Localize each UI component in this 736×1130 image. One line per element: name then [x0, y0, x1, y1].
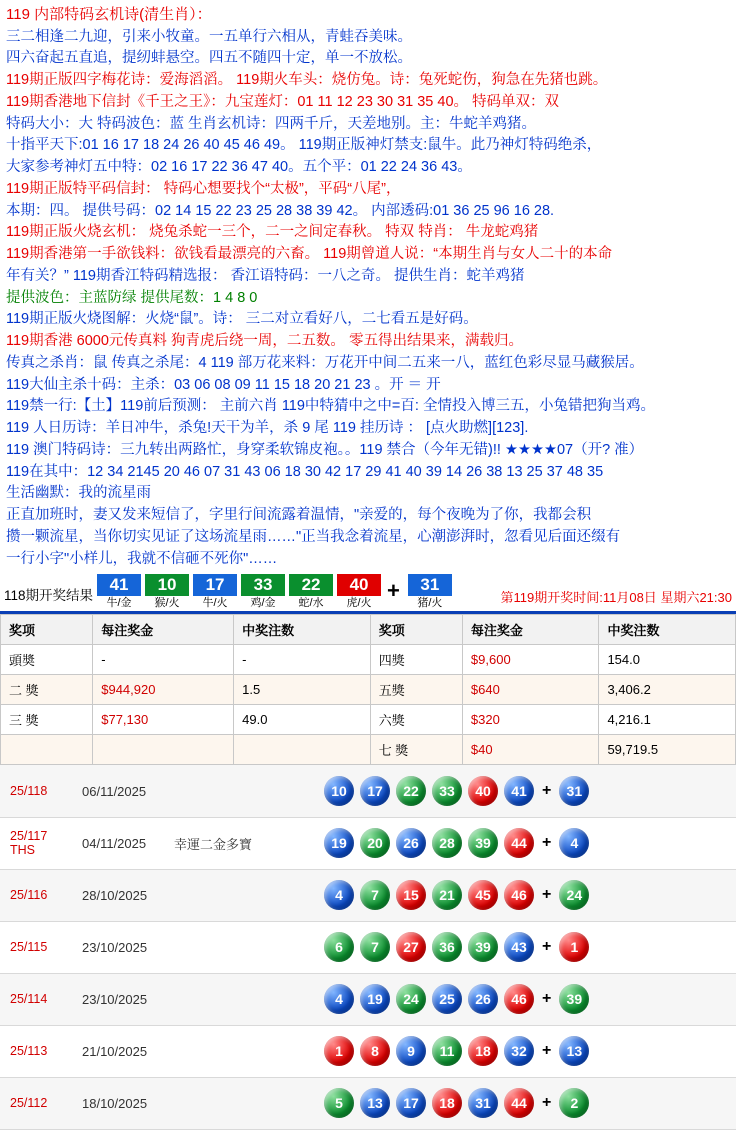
forecast-line: 特码大小：大 特码波色：蓝 生肖玄机诗：四两千斤，天差地别。主：牛蛇羊鸡猪。: [6, 115, 537, 132]
plus-icon: +: [542, 834, 552, 852]
history-ball: 40: [468, 776, 498, 806]
prize-table-body: [1, 645, 736, 765]
forecast-line: 本期：四。 提供号码：02 14 15 22 23 25 28 38 39 42。 内部透码:01 36 25 96 16 28.: [6, 202, 555, 219]
draw-time: 21:30: [699, 590, 732, 606]
prize-cell-left-0: [1, 735, 93, 765]
history-table-body: [0, 765, 736, 1129]
history-balls: [320, 1025, 736, 1077]
history-note: [170, 1025, 320, 1077]
history-ball: 5: [324, 1088, 354, 1118]
history-issue[interactable]: 25/113: [0, 1025, 78, 1077]
result-ball-4-attr: 鸡/金: [250, 597, 276, 610]
history-ball: 17: [360, 776, 390, 806]
prize-header-left-0: 奖项: [1, 615, 93, 645]
plus-icon: +: [542, 886, 552, 904]
history-balls: [320, 973, 736, 1025]
prize-cell-right-0: 四獎: [370, 645, 462, 675]
history-ball: 28: [432, 828, 462, 858]
forecast-lines: [6, 27, 730, 571]
draw-time-info: [501, 587, 733, 610]
result-ball-1-attr: 牛/金: [106, 597, 132, 610]
history-ball: 17: [396, 1088, 426, 1118]
history-ball: 4: [324, 984, 354, 1014]
prize-table-header-row: [1, 615, 736, 645]
history-ball: 11: [432, 1036, 462, 1066]
result-ball-4: [241, 574, 285, 610]
result-ball-2-attr: 猴/火: [154, 597, 180, 610]
history-date: 23/10/2025: [78, 921, 170, 973]
history-note: [170, 973, 320, 1025]
prize-cell-left-1: [93, 735, 234, 765]
history-date: 21/10/2025: [78, 1025, 170, 1077]
prize-row: [1, 675, 736, 705]
forecast-line: 119大仙主杀十码：主杀：03 06 08 09 11 15 18 20 21 23 。开 ＝ 开: [6, 376, 441, 393]
prize-header-right-0: 奖项: [370, 615, 462, 645]
history-ball: 43: [504, 932, 534, 962]
plus-icon: +: [542, 1094, 552, 1112]
forecast-line: 119期正版特平码信封： 特码心想要找个“太极”，平码“八尾”，: [6, 180, 401, 197]
history-ball: 6: [324, 932, 354, 962]
history-table: [0, 765, 736, 1130]
forecast-line: 正直加班时，妻又发来短信了，字里行间流露着温情，"亲爱的，每个夜晚为了你，我都会积: [6, 507, 592, 523]
history-date: 06/11/2025: [78, 765, 170, 817]
table-row[interactable]: [0, 1025, 736, 1077]
forecast-line: 119期正版火烧图解：火烧“鼠”。诗： 三二对立看好八，二七看五是好码。: [6, 311, 478, 328]
history-ball: 44: [504, 1088, 534, 1118]
forecast-line: 一行小字"小样儿，我就不信砸不死你"……: [6, 550, 278, 567]
history-ball: 39: [468, 828, 498, 858]
result-ball-3: [193, 574, 237, 610]
prize-row: [1, 735, 736, 765]
history-balls: [320, 921, 736, 973]
plus-icon: +: [542, 782, 552, 799]
table-row[interactable]: [0, 973, 736, 1025]
forecast-line: 年有关？” 119期香江特码精选报： 香江语特码：一八之奇。 提供生肖：蛇羊鸡猪: [6, 267, 525, 284]
prize-cell-left-0: 三 獎: [1, 705, 93, 735]
history-ball: 7: [360, 932, 390, 962]
forecast-line: 生活幽默：我的流星雨: [6, 485, 151, 502]
history-ball: 1: [324, 1036, 354, 1066]
prize-cell-right-2: 59,719.5: [599, 735, 736, 765]
result-special-number: 31: [408, 574, 452, 596]
history-note: [170, 921, 320, 973]
history-balls: [320, 1077, 736, 1129]
plus-icon: +: [542, 1042, 552, 1060]
history-balls: [320, 817, 736, 869]
prize-cell-left-0: 二 獎: [1, 675, 93, 705]
history-ball: 13: [360, 1088, 390, 1118]
draw-date: 11月08日: [602, 590, 657, 606]
prize-row: [1, 705, 736, 735]
prize-cell-right-1: $640: [462, 675, 599, 705]
history-ball: 8: [360, 1036, 390, 1066]
forecast-line: 提供波色：主蓝防绿 提供尾数：1 4 8 0: [6, 289, 258, 306]
forecast-line: 119期香港第一手欲钱料：欲钱看最漂亮的六畜。 119期曾道人说：“本期生肖与女人二十的本命: [6, 246, 613, 262]
prize-table: [0, 614, 736, 765]
history-note: [170, 765, 320, 817]
prize-cell-left-2: [234, 735, 371, 765]
prize-cell-right-1: $9,600: [462, 645, 599, 675]
prize-header-right-2: 中奖注数: [599, 615, 736, 645]
prize-cell-right-2: 154.0: [599, 645, 736, 675]
prize-cell-right-2: 4,216.1: [599, 705, 736, 735]
history-issue[interactable]: 25/115: [0, 921, 78, 973]
result-ball-5: [289, 574, 333, 610]
prize-cell-right-1: $40: [462, 735, 599, 765]
forecast-line: 大家参考神灯五中特：02 16 17 22 36 47 40。五个平：01 22 24 36 43。: [6, 159, 472, 175]
history-ball: 27: [396, 932, 426, 962]
history-ball: 18: [468, 1036, 498, 1066]
result-ball-1: [97, 574, 141, 610]
history-ball: 32: [504, 1036, 534, 1066]
history-date: 28/10/2025: [78, 869, 170, 921]
draw-weekday: 星期六: [660, 590, 700, 606]
history-special-ball: 4: [559, 828, 589, 858]
forecast-line: 119期正版四字梅花诗：爱海滔滔。 119期火车头：烧仿兔。诗：兔死蛇伤，狗急在先猪也跳。: [6, 72, 608, 88]
latest-result-balls-row: [0, 572, 736, 610]
history-ball: 4: [324, 880, 354, 910]
history-balls: [320, 765, 736, 817]
history-ball: 21: [432, 880, 462, 910]
prize-cell-right-0: 七 獎: [370, 735, 462, 765]
history-ball: 15: [396, 880, 426, 910]
history-ball: 44: [504, 828, 534, 858]
forecast-line: 119禁一行:【土】119前后预测： 主前六肖 119中特猜中之中=百: 全情投入博三五，小兔错把狗当鸡。: [6, 398, 655, 415]
history-balls: [320, 869, 736, 921]
forecast-line: 传真之杀肖：鼠 传真之杀尾：4 119 部万花来料：万花开中间二五来一八，蓝红色彩尽显马藏猴居。: [6, 354, 644, 371]
history-note: [170, 1077, 320, 1129]
history-ball: 46: [504, 880, 534, 910]
result-bar-underline: [0, 611, 736, 614]
history-issue[interactable]: 25/118: [0, 765, 78, 817]
result-special-ball: [408, 574, 452, 610]
history-date: 23/10/2025: [78, 973, 170, 1025]
forecast-line: 119期香港地下信封《千王之王》：九宝莲灯：01 11 12 23 30 31 35 40。 特码单双：双: [6, 93, 560, 110]
table-row[interactable]: [0, 921, 736, 973]
history-ball: 33: [432, 776, 462, 806]
forecast-title: 119 内部特码玄机诗(清生肖）：: [6, 6, 212, 23]
history-ball: 19: [324, 828, 354, 858]
result-ball-3-number: 17: [193, 574, 237, 596]
forecast-line: 119在其中：12 34 2145 20 46 07 31 43 06 18 30 42 17 29 41 40 39 14 26 38 13 25 37 48 35: [6, 463, 604, 480]
history-ball: 24: [396, 984, 426, 1014]
history-ball: 26: [468, 984, 498, 1014]
prize-cell-left-1: -: [93, 645, 234, 675]
history-ball: 19: [360, 984, 390, 1014]
prize-cell-right-2: 3,406.2: [599, 675, 736, 705]
table-row[interactable]: [0, 869, 736, 921]
prize-cell-left-1: $77,130: [93, 705, 234, 735]
prize-cell-left-1: $944,920: [93, 675, 234, 705]
history-date: 18/10/2025: [78, 1077, 170, 1129]
history-special-ball: 24: [559, 880, 589, 910]
history-ball: 31: [468, 1088, 498, 1118]
result-ball-4-number: 33: [241, 574, 285, 596]
prize-header-left-2: 中奖注数: [234, 615, 371, 645]
history-date: 04/11/2025: [78, 817, 170, 869]
result-ball-6-attr: 虎/火: [346, 597, 372, 610]
history-note: [170, 869, 320, 921]
history-ball: 25: [432, 984, 462, 1014]
history-special-ball: 13: [559, 1036, 589, 1066]
forecast-line: 四六奋起五直追，提纫蚌悬空。四五不随四十定，单一不放松。: [6, 50, 412, 67]
forecast-line: 119 人日历诗：羊日冲牛，杀兔!天干为羊，杀 9 尾 119 挂历诗 ： [点火助燃][123].: [6, 420, 529, 436]
prize-cell-right-0: 五獎: [370, 675, 462, 705]
plus-icon: +: [387, 578, 400, 604]
prize-cell-left-0: 頭奬: [1, 645, 93, 675]
history-issue[interactable]: 25/112: [0, 1077, 78, 1129]
plus-icon: +: [542, 990, 552, 1008]
history-issue[interactable]: 25/116: [0, 869, 78, 921]
result-ball-5-attr: 蛇/水: [298, 597, 324, 610]
draw-info-prefix: 第119期开奖时间:: [500, 590, 603, 606]
result-ball-2-number: 10: [145, 574, 189, 596]
history-ball: 41: [504, 776, 534, 806]
result-ball-1-number: 41: [97, 574, 141, 596]
prize-header-left-1: 每注奖金: [93, 615, 234, 645]
history-ball: 46: [504, 984, 534, 1014]
history-special-ball: 39: [559, 984, 589, 1014]
prize-cell-left-2: 1.5: [234, 675, 371, 705]
prize-cell-right-0: 六獎: [370, 705, 462, 735]
history-ball: 9: [396, 1036, 426, 1066]
result-ball-6: [337, 574, 381, 610]
history-special-ball: 1: [559, 932, 589, 962]
forecast-line: 119期正版火烧玄机： 烧兔杀蛇一三个，二一之间定春秋。 特双 特肖： 牛龙蛇鸡猪: [6, 224, 539, 241]
forecast-line: 三二相逢二九迎，引来小牧童。一五单行六相从，青蛙吞美味。: [6, 28, 412, 45]
history-ball: 45: [468, 880, 498, 910]
result-ball-6-number: 40: [337, 574, 381, 596]
forecast-line: 攒一颗流星，当你切实见证了这场流星雨……"正当我念着流星，心潮澎湃时，忽看见后面还缀有: [6, 528, 621, 545]
history-ball: 7: [360, 880, 390, 910]
prize-cell-right-1: $320: [462, 705, 599, 735]
result-bar-label: 118期开奖结果: [4, 588, 94, 604]
history-issue[interactable]: 25/117 THS: [0, 817, 78, 869]
history-ball: 10: [324, 776, 354, 806]
history-ball: 18: [432, 1088, 462, 1118]
history-note: 幸運二金多寶: [170, 817, 320, 869]
history-ball: 26: [396, 828, 426, 858]
history-issue[interactable]: 25/114: [0, 973, 78, 1025]
plus-icon: +: [542, 938, 552, 956]
table-row[interactable]: [0, 817, 736, 869]
history-ball: 36: [432, 932, 462, 962]
history-special-ball: 2: [559, 1088, 589, 1118]
prize-cell-left-2: -: [234, 645, 371, 675]
result-ball-2: [145, 574, 189, 610]
forecast-line: 十指平天下:01 16 17 18 24 26 40 45 46 49。 119期正版神灯禁支:鼠牛。此乃神灯特码绝杀，: [6, 137, 602, 154]
result-special-attr: 猪/火: [417, 597, 443, 610]
forecast-line: 119期香港 6000元传真料 狗青虎后绕一周，二五数。 零五得出结果来，满载归。: [6, 333, 523, 349]
history-special-ball: 31: [559, 776, 589, 806]
table-row[interactable]: [0, 765, 736, 817]
forecast-line: 119 澳门特码诗：三九转出两路忙，身穿柔软锦皮袍。。119 禁合（今年无错)!! ★★★★07（开? 准）: [6, 441, 644, 458]
prize-header-right-1: 每注奖金: [462, 615, 599, 645]
prize-cell-left-2: 49.0: [234, 705, 371, 735]
prize-row: [1, 645, 736, 675]
table-row[interactable]: [0, 1077, 736, 1129]
history-ball: 20: [360, 828, 390, 858]
result-ball-5-number: 22: [289, 574, 333, 596]
history-ball: 39: [468, 932, 498, 962]
latest-result-bar: [0, 572, 736, 614]
result-ball-3-attr: 牛/火: [202, 597, 228, 610]
history-ball: 22: [396, 776, 426, 806]
